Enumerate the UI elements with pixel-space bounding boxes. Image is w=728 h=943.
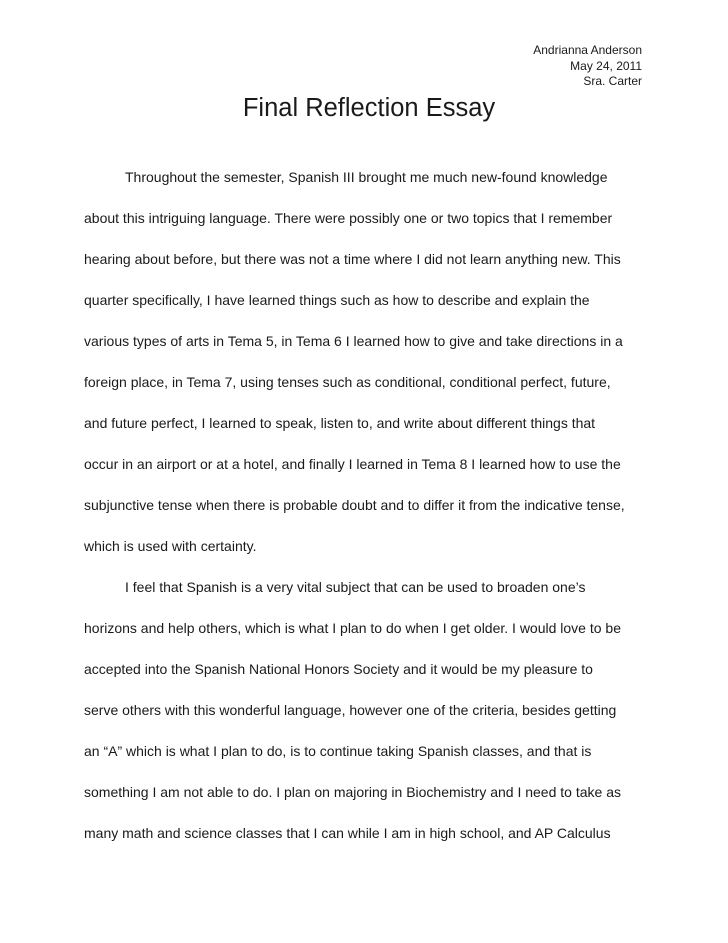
body-line: various types of arts in Tema 5, in Tema 6 I learned how to give and take directions in a bbox=[84, 333, 623, 349]
teacher-name: Sra. Carter bbox=[583, 74, 642, 88]
header-block bbox=[533, 43, 642, 90]
body-line: subjunctive tense when there is probable doubt and to differ it from the indicative tense, bbox=[84, 497, 625, 513]
body-line: an “A” which is what I plan to do, is to continue taking Spanish classes, and that is bbox=[84, 743, 592, 759]
body-line: many math and science classes that I can while I am in high school, and AP Calculus bbox=[84, 825, 611, 841]
body-line: quarter specifically, I have learned things such as how to describe and explain the bbox=[84, 292, 590, 308]
body-line: and future perfect, I learned to speak, listen to, and write about different things that bbox=[84, 415, 596, 431]
body-line: something I am not able to do. I plan on majoring in Biochemistry and I need to take as bbox=[84, 784, 621, 800]
body-line: accepted into the Spanish National Honors Society and it would be my pleasure to bbox=[84, 661, 593, 677]
body-line: serve others with this wonderful language, however one of the criteria, besides getting bbox=[84, 702, 617, 718]
body-line: foreign place, in Tema 7, using tenses such as conditional, conditional perfect, future, bbox=[84, 374, 611, 390]
body-line: about this intriguing language. There were possibly one or two topics that I remember bbox=[84, 210, 613, 226]
body-line: horizons and help others, which is what I plan to do when I get older. I would love to be bbox=[84, 620, 621, 636]
body-line: hearing about before, but there was not a time where I did not learn anything new. This bbox=[84, 251, 621, 267]
body-line: I feel that Spanish is a very vital subject that can be used to broaden one’s bbox=[125, 579, 586, 595]
essay-date: May 24, 2011 bbox=[570, 58, 642, 73]
page-title: Final Reflection Essay bbox=[242, 94, 496, 122]
author-name: Andrianna Anderson bbox=[533, 43, 642, 57]
body-line: occur in an airport or at a hotel, and finally I learned in Tema 8 I learned how to use the bbox=[84, 456, 621, 472]
body-line: Throughout the semester, Spanish III brought me much new-found knowledge bbox=[125, 169, 608, 185]
body-line: which is used with certainty. bbox=[84, 538, 257, 554]
